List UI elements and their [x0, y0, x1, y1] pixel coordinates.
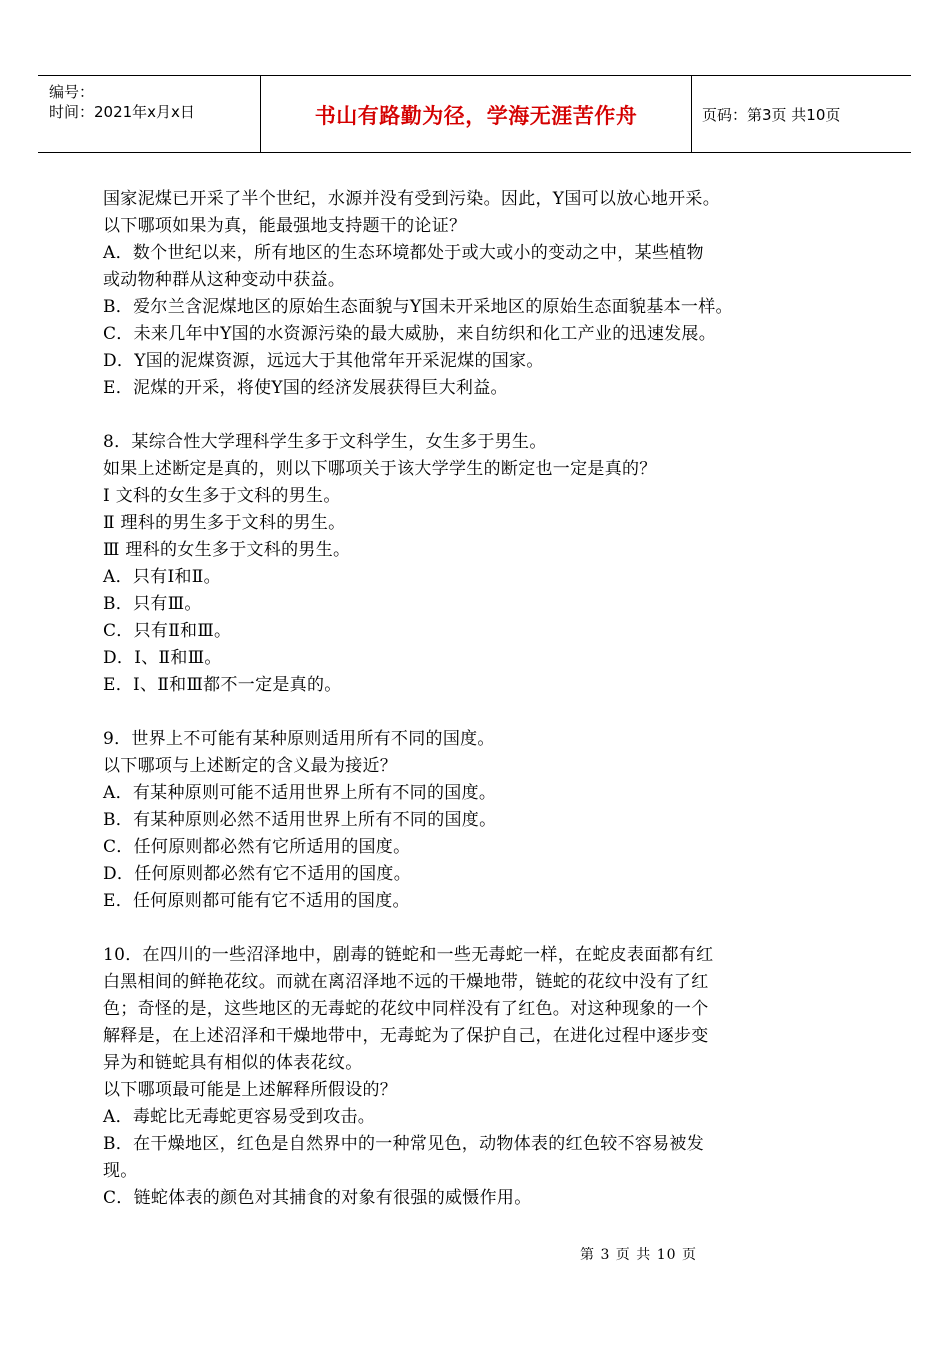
text-line: C．未来几年中Y国的水资源污染的最大威胁，来自纺织和化工产业的迅速发展。: [103, 324, 717, 344]
text-line: 现。: [103, 1161, 138, 1181]
text-line: 解释是，在上述沼泽和干燥地带中，无毒蛇为了保护自己，在进化过程中逐步变: [103, 1026, 709, 1046]
text-line: B．在干燥地区，红色是自然界中的一种常见色，动物体表的红色较不容易被发: [103, 1134, 704, 1154]
text-line: E．Ⅰ、Ⅱ和Ⅲ都不一定是真的。: [103, 675, 342, 695]
page-header: [38, 75, 911, 153]
text-line: A．毒蛇比无毒蛇更容易受到攻击。: [103, 1107, 376, 1127]
text-line: C．只有Ⅱ和Ⅲ。: [103, 621, 232, 641]
text-line: 白黑相间的鲜艳花纹。而就在离沼泽地不远的干燥地带，链蛇的花纹中没有了红: [103, 972, 709, 992]
text-line: 以下哪项与上述断定的含义最为接近？: [103, 756, 398, 776]
text-line: 国家泥煤已开采了半个世纪，水源并没有受到污染。因此，Y国可以放心地开采。: [103, 189, 721, 209]
time-label: 时间：2021年x月x日: [49, 103, 195, 121]
text-line: 以下哪项最可能是上述解释所假设的？: [103, 1080, 398, 1100]
blank-line: [103, 915, 873, 942]
text-line: 8．某综合性大学理科学生多于文科学生，女生多于男生。: [103, 432, 547, 452]
header-meta: [38, 76, 261, 152]
page-footer: 第 3 页 共 10 页: [580, 1247, 697, 1263]
text-line: Ⅲ 理科的女生多于文科的男生。: [103, 540, 351, 560]
text-line: A．只有Ⅰ和Ⅱ。: [103, 567, 221, 587]
motto: 书山有路勤为径，学海无涯苦作舟: [314, 103, 638, 128]
text-line: D．任何原则都必然有它不适用的国度。: [103, 864, 412, 884]
text-line: C．任何原则都必然有它所适用的国度。: [103, 837, 411, 857]
text-line: 异为和链蛇具有相似的体表花纹。: [103, 1053, 363, 1073]
text-line: 以下哪项如果为真，能最强地支持题干的论证？: [103, 216, 467, 236]
document-body: [103, 186, 873, 1212]
page-info: 页码：第3页 共10页: [702, 106, 841, 124]
text-line: C．链蛇体表的颜色对其捕食的对象有很强的威慑作用。: [103, 1188, 532, 1208]
header-motto-cell: [261, 76, 692, 152]
text-line: B．只有Ⅲ。: [103, 594, 202, 614]
text-line: B．有某种原则必然不适用世界上所有不同的国度。: [103, 810, 497, 830]
text-line: D．Ⅰ、Ⅱ和Ⅲ。: [103, 648, 222, 668]
text-line: 如果上述断定是真的，则以下哪项关于该大学学生的断定也一定是真的？: [103, 459, 657, 479]
text-line: A．有某种原则可能不适用世界上所有不同的国度。: [103, 783, 497, 803]
text-line: D．Y国的泥煤资源，远远大于其他常年开采泥煤的国家。: [103, 351, 544, 371]
text-line: 10．在四川的一些沼泽地中，剧毒的链蛇和一些无毒蛇一样，在蛇皮表面都有红: [103, 945, 714, 965]
text-line: 9．世界上不可能有某种原则适用所有不同的国度。: [103, 729, 495, 749]
text-line: Ⅱ 理科的男生多于文科的男生。: [103, 513, 346, 533]
text-line: B．爱尔兰含泥煤地区的原始生态面貌与Y国未开采地区的原始生态面貌基本一样。: [103, 297, 733, 317]
text-line: Ⅰ 文科的女生多于文科的男生。: [103, 486, 341, 506]
text-line: A．数个世纪以来，所有地区的生态环境都处于或大或小的变动之中，某些植物: [103, 243, 704, 263]
code-label: 编号：: [49, 83, 95, 101]
text-line: 或动物种群从这种变动中获益。: [103, 270, 346, 290]
blank-line: [103, 402, 873, 429]
header-page-cell: [692, 76, 911, 152]
text-line: 色；奇怪的是，这些地区的无毒蛇的花纹中同样没有了红色。对这种现象的一个: [103, 999, 709, 1019]
blank-line: [103, 699, 873, 726]
text-line: E．泥煤的开采，将使Y国的经济发展获得巨大利益。: [103, 378, 508, 398]
text-line: E．任何原则都可能有它不适用的国度。: [103, 891, 410, 911]
